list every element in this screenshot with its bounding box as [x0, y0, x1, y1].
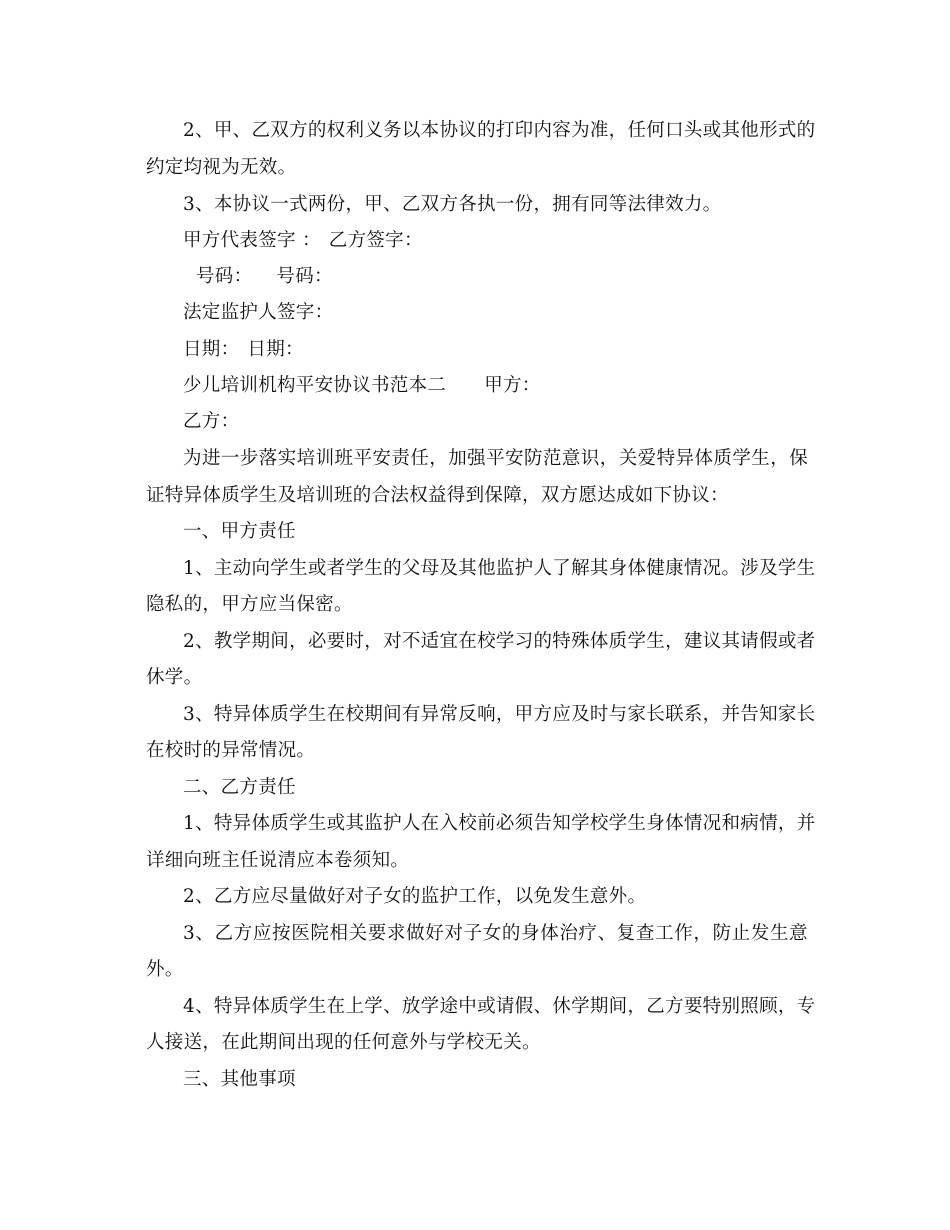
section-2-heading: 二、乙方责任 [183, 777, 296, 798]
clause-2-line-1: 2、甲、乙双方的权利义务以本协议的打印内容为准，任何口头或其他形式的 [183, 120, 816, 141]
section-2-item-2: 2、乙方应尽量做好对子女的监护工作，以免发生意外。 [183, 886, 647, 907]
sample-two-party-a: 甲方： [484, 375, 541, 396]
sample-two-title-line [183, 374, 541, 398]
section-1-item-1-line-1: 1、主动向学生或者学生的父母及其他监护人了解其身体健康情况。涉及学生 [183, 558, 816, 579]
clause-2-line-2: 约定均视为无效。 [146, 157, 297, 178]
date-a-label: 日期： [183, 339, 240, 360]
section-2-item-1-line-1: 1、特异体质学生或其监护人在入校前必须告知学校学生身体情况和病情，并 [183, 813, 816, 834]
clause-3: 3、本协议一式两份，甲、乙双方各执一份，拥有同等法律效力。 [183, 194, 722, 215]
party-a-rep-signature-label: 甲方代表签字 ： [183, 230, 321, 251]
party-b-signature-label: 乙方签字： [328, 230, 423, 251]
number-b-label: 号码： [276, 266, 333, 287]
section-1-item-1-line-2: 隐私的，甲方应当保密。 [146, 594, 353, 615]
section-1-heading: 一、甲方责任 [183, 521, 296, 542]
section-1-item-3-line-1: 3、特异体质学生在校期间有异常反响，甲方应及时与家长联系，并告知家长 [183, 704, 816, 725]
section-1-item-2-line-1: 2、教学期间，必要时，对不适宜在校学习的特殊体质学生，建议其请假或者 [183, 631, 816, 652]
section-2-item-1-line-2: 详细向班主任说清应本卷须知。 [146, 850, 410, 871]
section-1-item-3-line-2: 在校时的异常情况。 [146, 740, 316, 761]
preamble-line-2: 证特异体质学生及培训班的合法权益得到保障，双方愿达成如下协议： [146, 485, 729, 506]
section-1-item-2-line-2: 休学。 [146, 667, 203, 688]
guardian-signature-label: 法定监护人签字： [183, 302, 334, 323]
sample-two-title: 少儿培训机构平安协议书范本二 [183, 375, 447, 396]
date-b-label: 日期： [247, 339, 304, 360]
number-a-label: 号码： [196, 266, 253, 287]
date-line [183, 338, 304, 362]
section-2-item-4-line-1: 4、特异体质学生在上学、放学途中或请假、休学期间，乙方要特别照顾，专 [183, 996, 816, 1017]
section-2-item-4-line-2: 人接送，在此期间出现的任何意外与学校无关。 [146, 1032, 541, 1053]
sample-two-party-b: 乙方： [183, 411, 240, 432]
signature-line-1 [183, 229, 423, 253]
signature-line-2 [196, 265, 333, 289]
section-2-item-3-line-2: 外。 [146, 959, 184, 980]
preamble-line-1: 为进一步落实培训班平安责任，加强平安防范意识，关爱特异体质学生，保 [183, 448, 808, 469]
section-2-item-3-line-1: 3、乙方应按医院相关要求做好对子女的身体治疗、复查工作，防止发生意 [183, 923, 808, 944]
section-3-heading: 三、其他事项 [183, 1069, 296, 1090]
